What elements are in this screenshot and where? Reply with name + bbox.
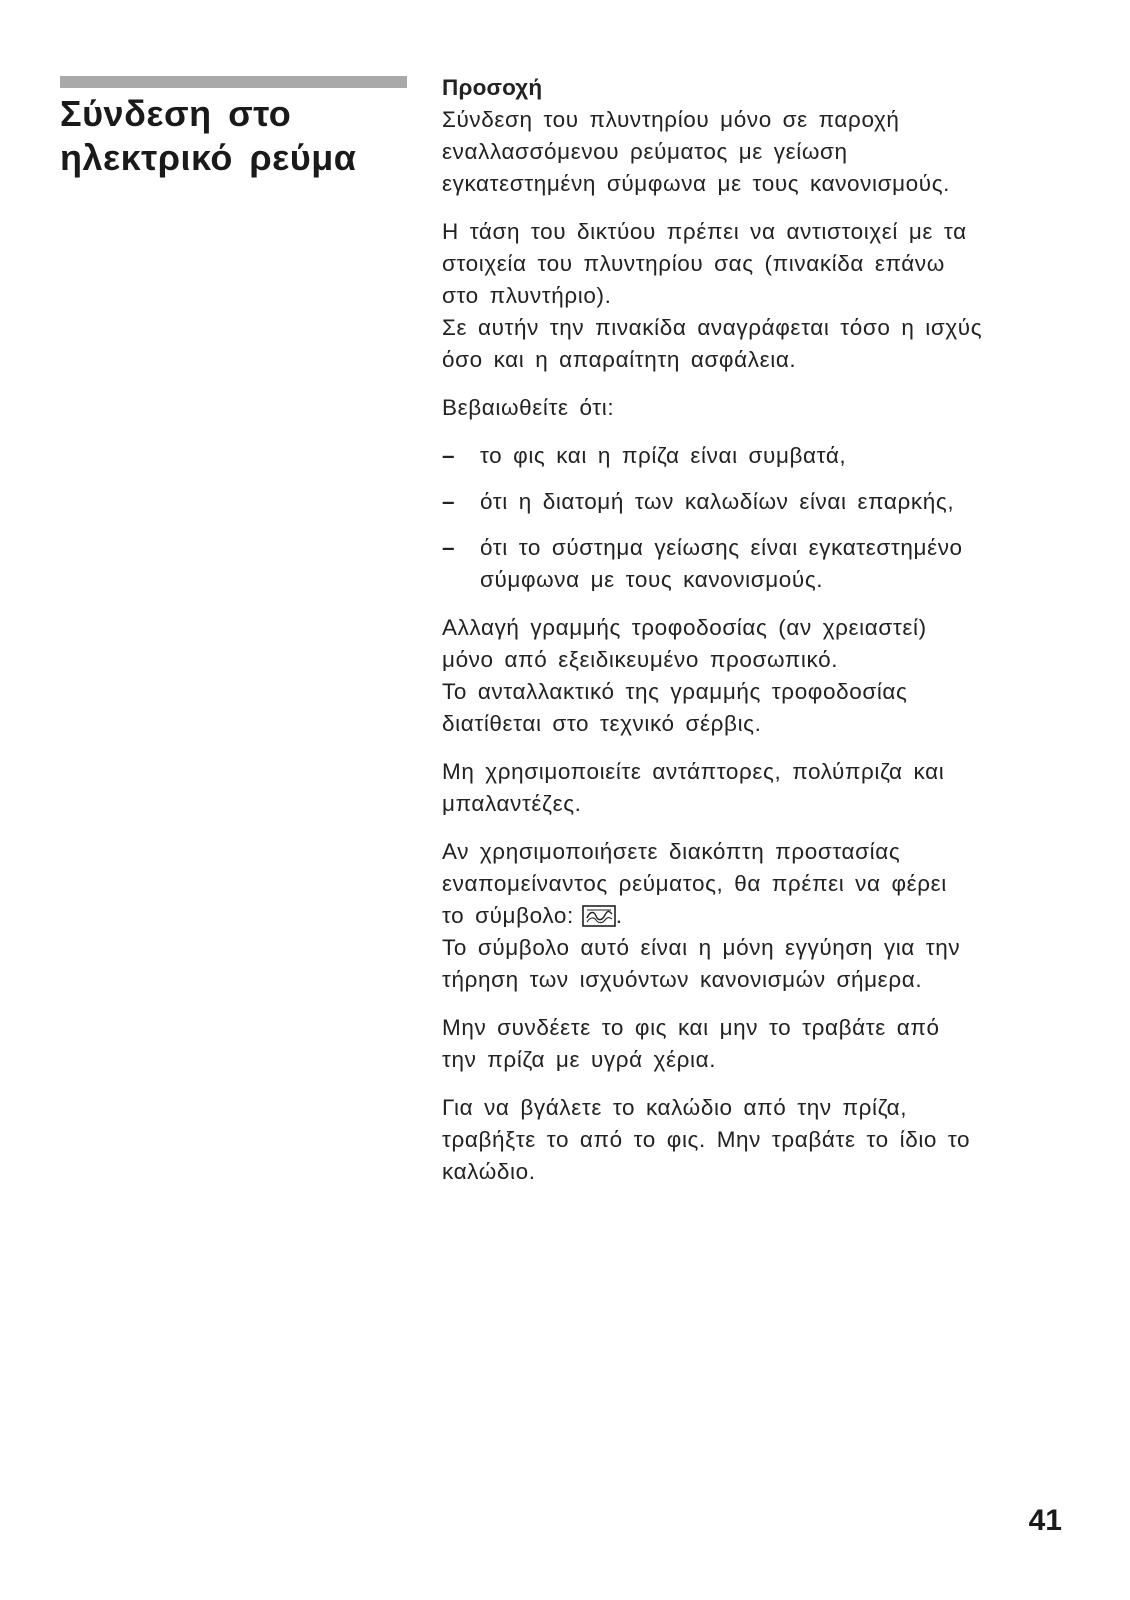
unplug-paragraph: [442, 1092, 1082, 1188]
dash-bullet: –: [442, 443, 456, 468]
caution-paragraph: [442, 72, 1082, 200]
list-item: [442, 440, 1082, 472]
list-item-line: σύμφωνα με τους κανονισμούς.: [480, 567, 824, 592]
rcd-line: Αν χρησιμοποιήσετε διακόπτη προστασίας: [442, 839, 901, 864]
list-item: [442, 486, 1082, 518]
caution-heading: Προσοχή: [442, 75, 543, 100]
supply-line-line: Αλλαγή γραμμής τροφοδοσίας (αν χρειαστεί): [442, 615, 927, 640]
list-item: [442, 532, 1082, 596]
adapters-line: Μη χρησιμοποιείτε αντάπτορες, πολύπριζα και: [442, 759, 945, 784]
unplug-line: τραβήξτε το από το φις. Μην τραβάτε το ίδιο το: [442, 1127, 971, 1152]
caution-line: εγκατεστημένη σύμφωνα με τους κανονισμούς.: [442, 171, 950, 196]
dash-bullet: –: [442, 489, 456, 514]
section-title-line-1: Σύνδεση στο: [60, 93, 292, 134]
voltage-line: Σε αυτήν την πινακίδα αναγράφεται τόσο η ισχύς: [442, 315, 983, 340]
ensure-intro: Βεβαιωθείτε ότι:: [442, 395, 615, 420]
voltage-paragraph: [442, 216, 1082, 376]
supply-line-line: μόνο από εξειδικευμένο προσωπικό.: [442, 647, 839, 672]
section-title-line-2: ηλεκτρικό ρεύμα: [60, 137, 357, 178]
rcd-paragraph: [442, 836, 1082, 996]
wet-hands-line: την πρίζα με υγρά χέρια.: [442, 1047, 717, 1072]
ensure-list: [442, 440, 1082, 596]
rcd-line: Το σύμβολο αυτό είναι η μόνη εγγύηση για την: [442, 935, 961, 960]
supply-line-line: διατίθεται στο τεχνικό σέρβις.: [442, 711, 762, 736]
wet-hands-paragraph: [442, 1012, 1082, 1076]
rcd-line: εναπομείναντος ρεύματος, θα πρέπει να φέρει: [442, 871, 947, 896]
list-item-line: ότι η διατομή των καλωδίων είναι επαρκής,: [480, 489, 955, 514]
dash-bullet: –: [442, 535, 456, 560]
list-item-line: ότι το σύστημα γείωσης είναι εγκατεστημένο: [480, 535, 963, 560]
rcd-symbol-icon: [582, 905, 616, 927]
voltage-line: στο πλυντήριο).: [442, 283, 612, 308]
voltage-line: στοιχεία του πλυντηρίου σας (πινακίδα επάνω: [442, 251, 945, 276]
caution-line: Σύνδεση του πλυντηρίου μόνο σε παροχή: [442, 107, 900, 132]
supply-line-line: Το ανταλλακτικό της γραμμής τροφοδοσίας: [442, 679, 908, 704]
voltage-line: Η τάση του δικτύου πρέπει να αντιστοιχεί με τα: [442, 219, 967, 244]
rcd-symbol-period: .: [615, 903, 623, 928]
unplug-line: καλώδιο.: [442, 1159, 536, 1184]
supply-line-paragraph: [442, 612, 1082, 740]
caution-line: εναλλασσόμενου ρεύματος με γείωση: [442, 139, 848, 164]
wet-hands-line: Μην συνδέετε το φις και μην το τραβάτε από: [442, 1015, 940, 1040]
adapters-line: μπαλαντέζες.: [442, 791, 582, 816]
main-content: [442, 72, 1082, 1204]
page-number: 41: [1028, 1504, 1062, 1537]
unplug-line: Για να βγάλετε το καλώδιο από την πρίζα,: [442, 1095, 908, 1120]
list-item-line: το φις και η πρίζα είναι συμβατά,: [480, 443, 847, 468]
rcd-symbol-line: [442, 900, 1082, 932]
section-title-rule: [60, 76, 407, 88]
rcd-symbol-label: το σύμβολο:: [442, 903, 574, 928]
voltage-line: όσο και η απαραίτητη ασφάλεια.: [442, 347, 797, 372]
adapters-paragraph: [442, 756, 1082, 820]
rcd-line: τήρηση των ισχυόντων κανονισμών σήμερα.: [442, 967, 923, 992]
section-title: [60, 92, 420, 180]
